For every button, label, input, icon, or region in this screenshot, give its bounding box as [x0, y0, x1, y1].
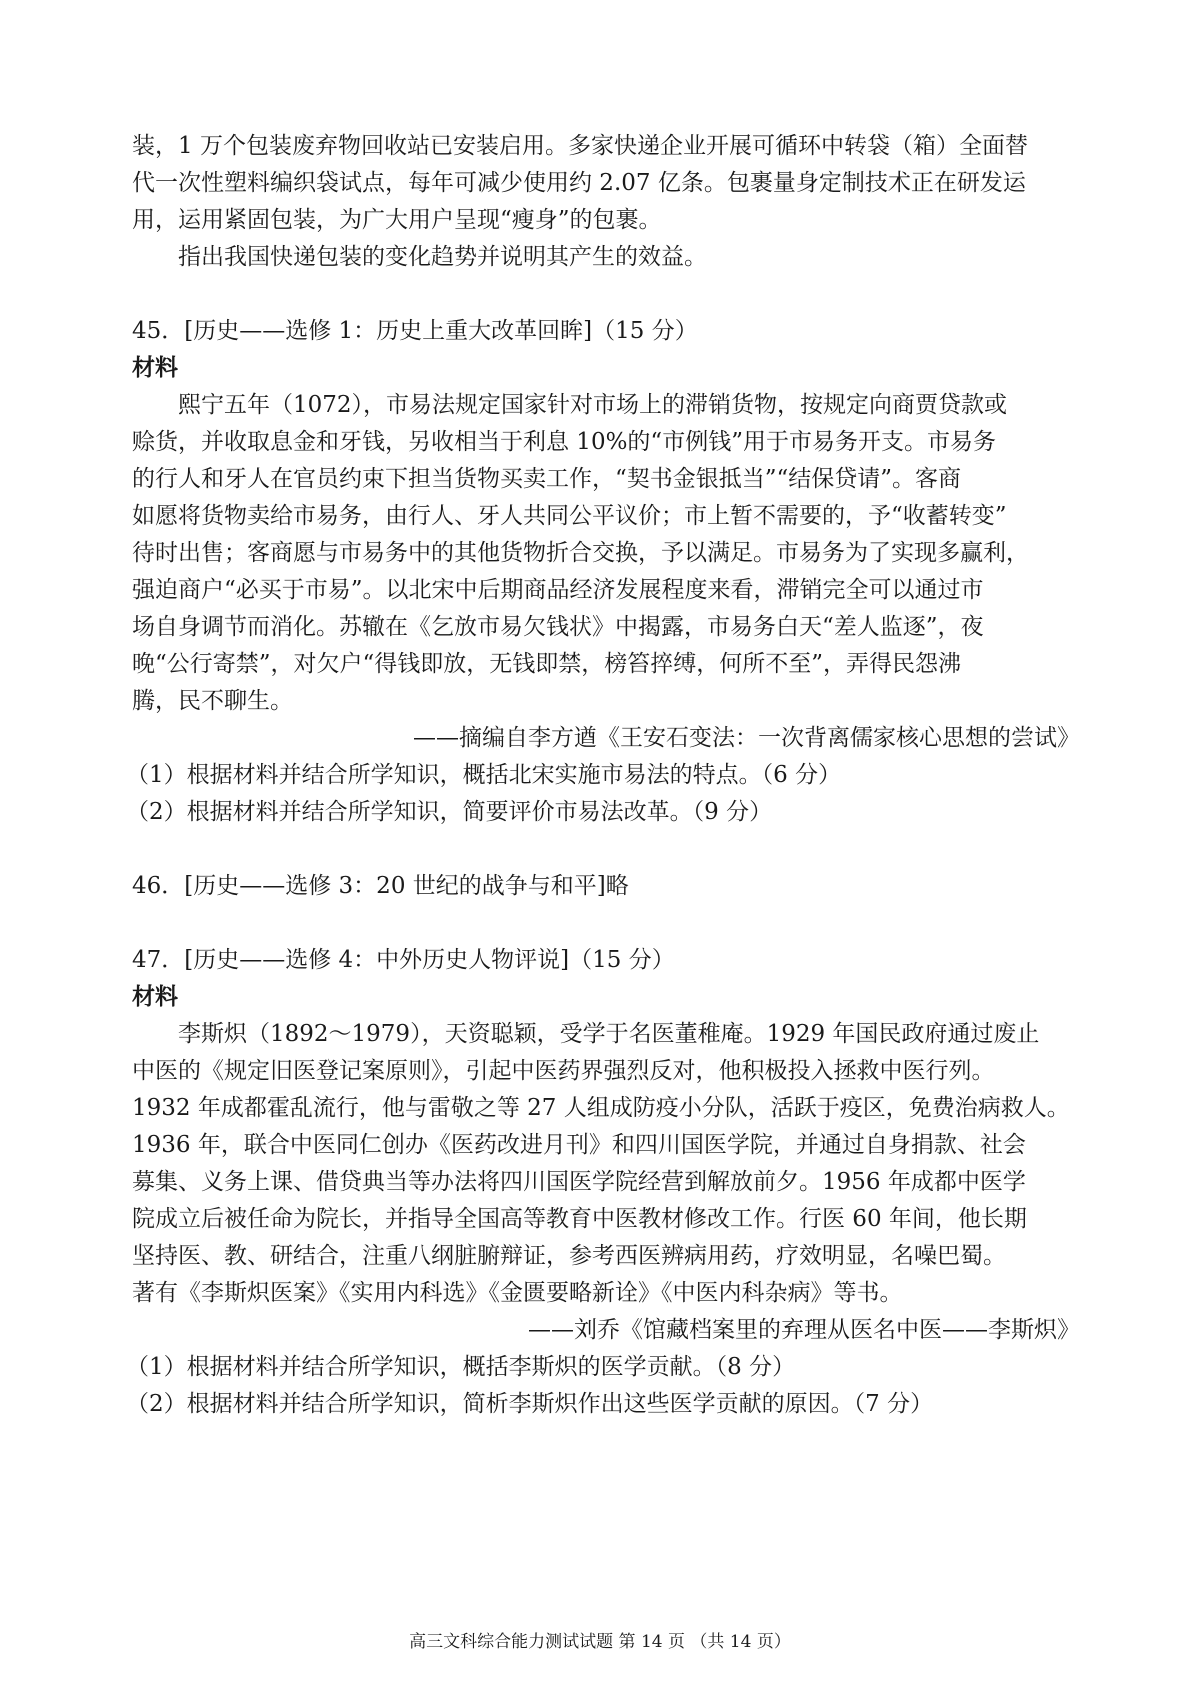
continuation-line: 装，1 万个包装废弃物回收站已安装启用。多家快递企业开展可循环中转袋（箱）全面替: [132, 133, 1028, 159]
material-line: 著有《李斯炽医案》《实用内科选》《金匮要略新诠》《中医内科杂病》等书。: [132, 1280, 903, 1306]
material-line: 场自身调节而消化。苏辙在《乞放市易欠钱状》中揭露，市易务白天“差人监逐”，夜: [132, 614, 984, 640]
material-source: ——刘乔《馆藏档案里的弃理从医名中医——李斯炽》: [528, 1317, 1080, 1343]
material-line: 待时出售；客商愿与市易务中的其他货物折合交换，予以满足。市易务为了实现多赢利，: [132, 540, 1029, 566]
material-line: 坚持医、教、研结合，注重八纲脏腑辩证，参考西医辨病用药，疗效明显，名噪巴蜀。: [132, 1243, 1006, 1269]
material-line: 赊货，并收取息金和牙钱，另收相当于利息 10%的“市例钱”用于市易务开支。市易务: [132, 429, 996, 455]
material-line: 如愿将货物卖给市易务，由行人、牙人共同公平议价；市上暂不需要的，予“收蓄转变”: [132, 503, 1007, 529]
spacer: [132, 905, 1080, 942]
material-line: 腾，民不聊生。: [132, 688, 293, 714]
continuation-line: 用，运用紧固包装，为广大用户呈现“瘦身”的包裹。: [132, 207, 662, 233]
continuation-block: [132, 128, 1080, 276]
continuation-prompt: 指出我国快递包装的变化趋势并说明其产生的效益。: [178, 244, 707, 270]
material-label: 材料: [132, 984, 178, 1010]
material-line: 强迫商户“必买于市易”。以北宋中后期商品经济发展程度来看，滞销完全可以通过市: [132, 577, 984, 603]
spacer: [132, 276, 1080, 313]
material-line: 的行人和牙人在官员约束下担当货物买卖工作，“契书金银抵当”“结保贷请”。客商: [132, 466, 962, 492]
question-47-heading: 47．[历史——选修 4：中外历史人物评说]（15 分）: [132, 947, 675, 973]
question-45-heading: 45．[历史——选修 1：历史上重大改革回眸]（15 分）: [132, 318, 698, 344]
material-line: 李斯炽（1892～1979），天资聪颖，受学于名医董稚庵。1929 年国民政府通过废止: [178, 1021, 1040, 1047]
sub-question: （2）根据材料并结合所学知识，简析李斯炽作出这些医学贡献的原因。（7 分）: [126, 1391, 934, 1417]
material-label: 材料: [132, 355, 178, 381]
spacer: [132, 831, 1080, 868]
sub-question: （2）根据材料并结合所学知识，简要评价市易法改革。（9 分）: [126, 799, 773, 825]
question-46-heading: 46．[历史——选修 3：20 世纪的战争与和平]略: [132, 873, 629, 899]
material-line: 院成立后被任命为院长，并指导全国高等教育中医教材修改工作。行医 60 年间，他长期: [132, 1206, 1027, 1232]
page-footer: 高三文科综合能力测试试题 第 14 页 （共 14 页）: [409, 1632, 791, 1652]
question-45: [126, 313, 1080, 831]
material-line: 1936 年，联合中医同仁创办《医药改进月刊》和四川国医学院，并通过自身捐款、社会: [132, 1132, 1026, 1158]
continuation-line: 代一次性塑料编织袋试点，每年可减少使用约 2.07 亿条。包裹量身定制技术正在研发运: [132, 170, 1026, 196]
material-line: 1932 年成都霍乱流行，他与雷敬之等 27 人组成防疫小分队，活跃于疫区，免费治病救人。: [132, 1095, 1070, 1121]
material-line: 募集、义务上课、借贷典当等办法将四川国医学院经营到解放前夕。1956 年成都中医学: [132, 1169, 1026, 1195]
sub-question: （1）根据材料并结合所学知识，概括李斯炽的医学贡献。（8 分）: [126, 1354, 796, 1380]
page-content: [126, 128, 1080, 1423]
question-47: [126, 942, 1080, 1423]
material-source: ——摘编自李方遒《王安石变法：一次背离儒家核心思想的尝试》: [413, 725, 1080, 751]
material-line: 熙宁五年（1072），市易法规定国家针对市场上的滞销货物，按规定向商贾贷款或: [178, 392, 1008, 418]
material-line: 中医的《规定旧医登记案原则》，引起中医药界强烈反对，他积极投入拯救中医行列。: [132, 1058, 995, 1084]
sub-question: （1）根据材料并结合所学知识，概括北宋实施市易法的特点。（6 分）: [126, 762, 842, 788]
question-46: [132, 868, 1080, 905]
material-line: 晚“公行寄禁”，对欠户“得钱即放，无钱即禁，榜笞捽缚，何所不至”，弄得民怨沸: [132, 651, 962, 677]
